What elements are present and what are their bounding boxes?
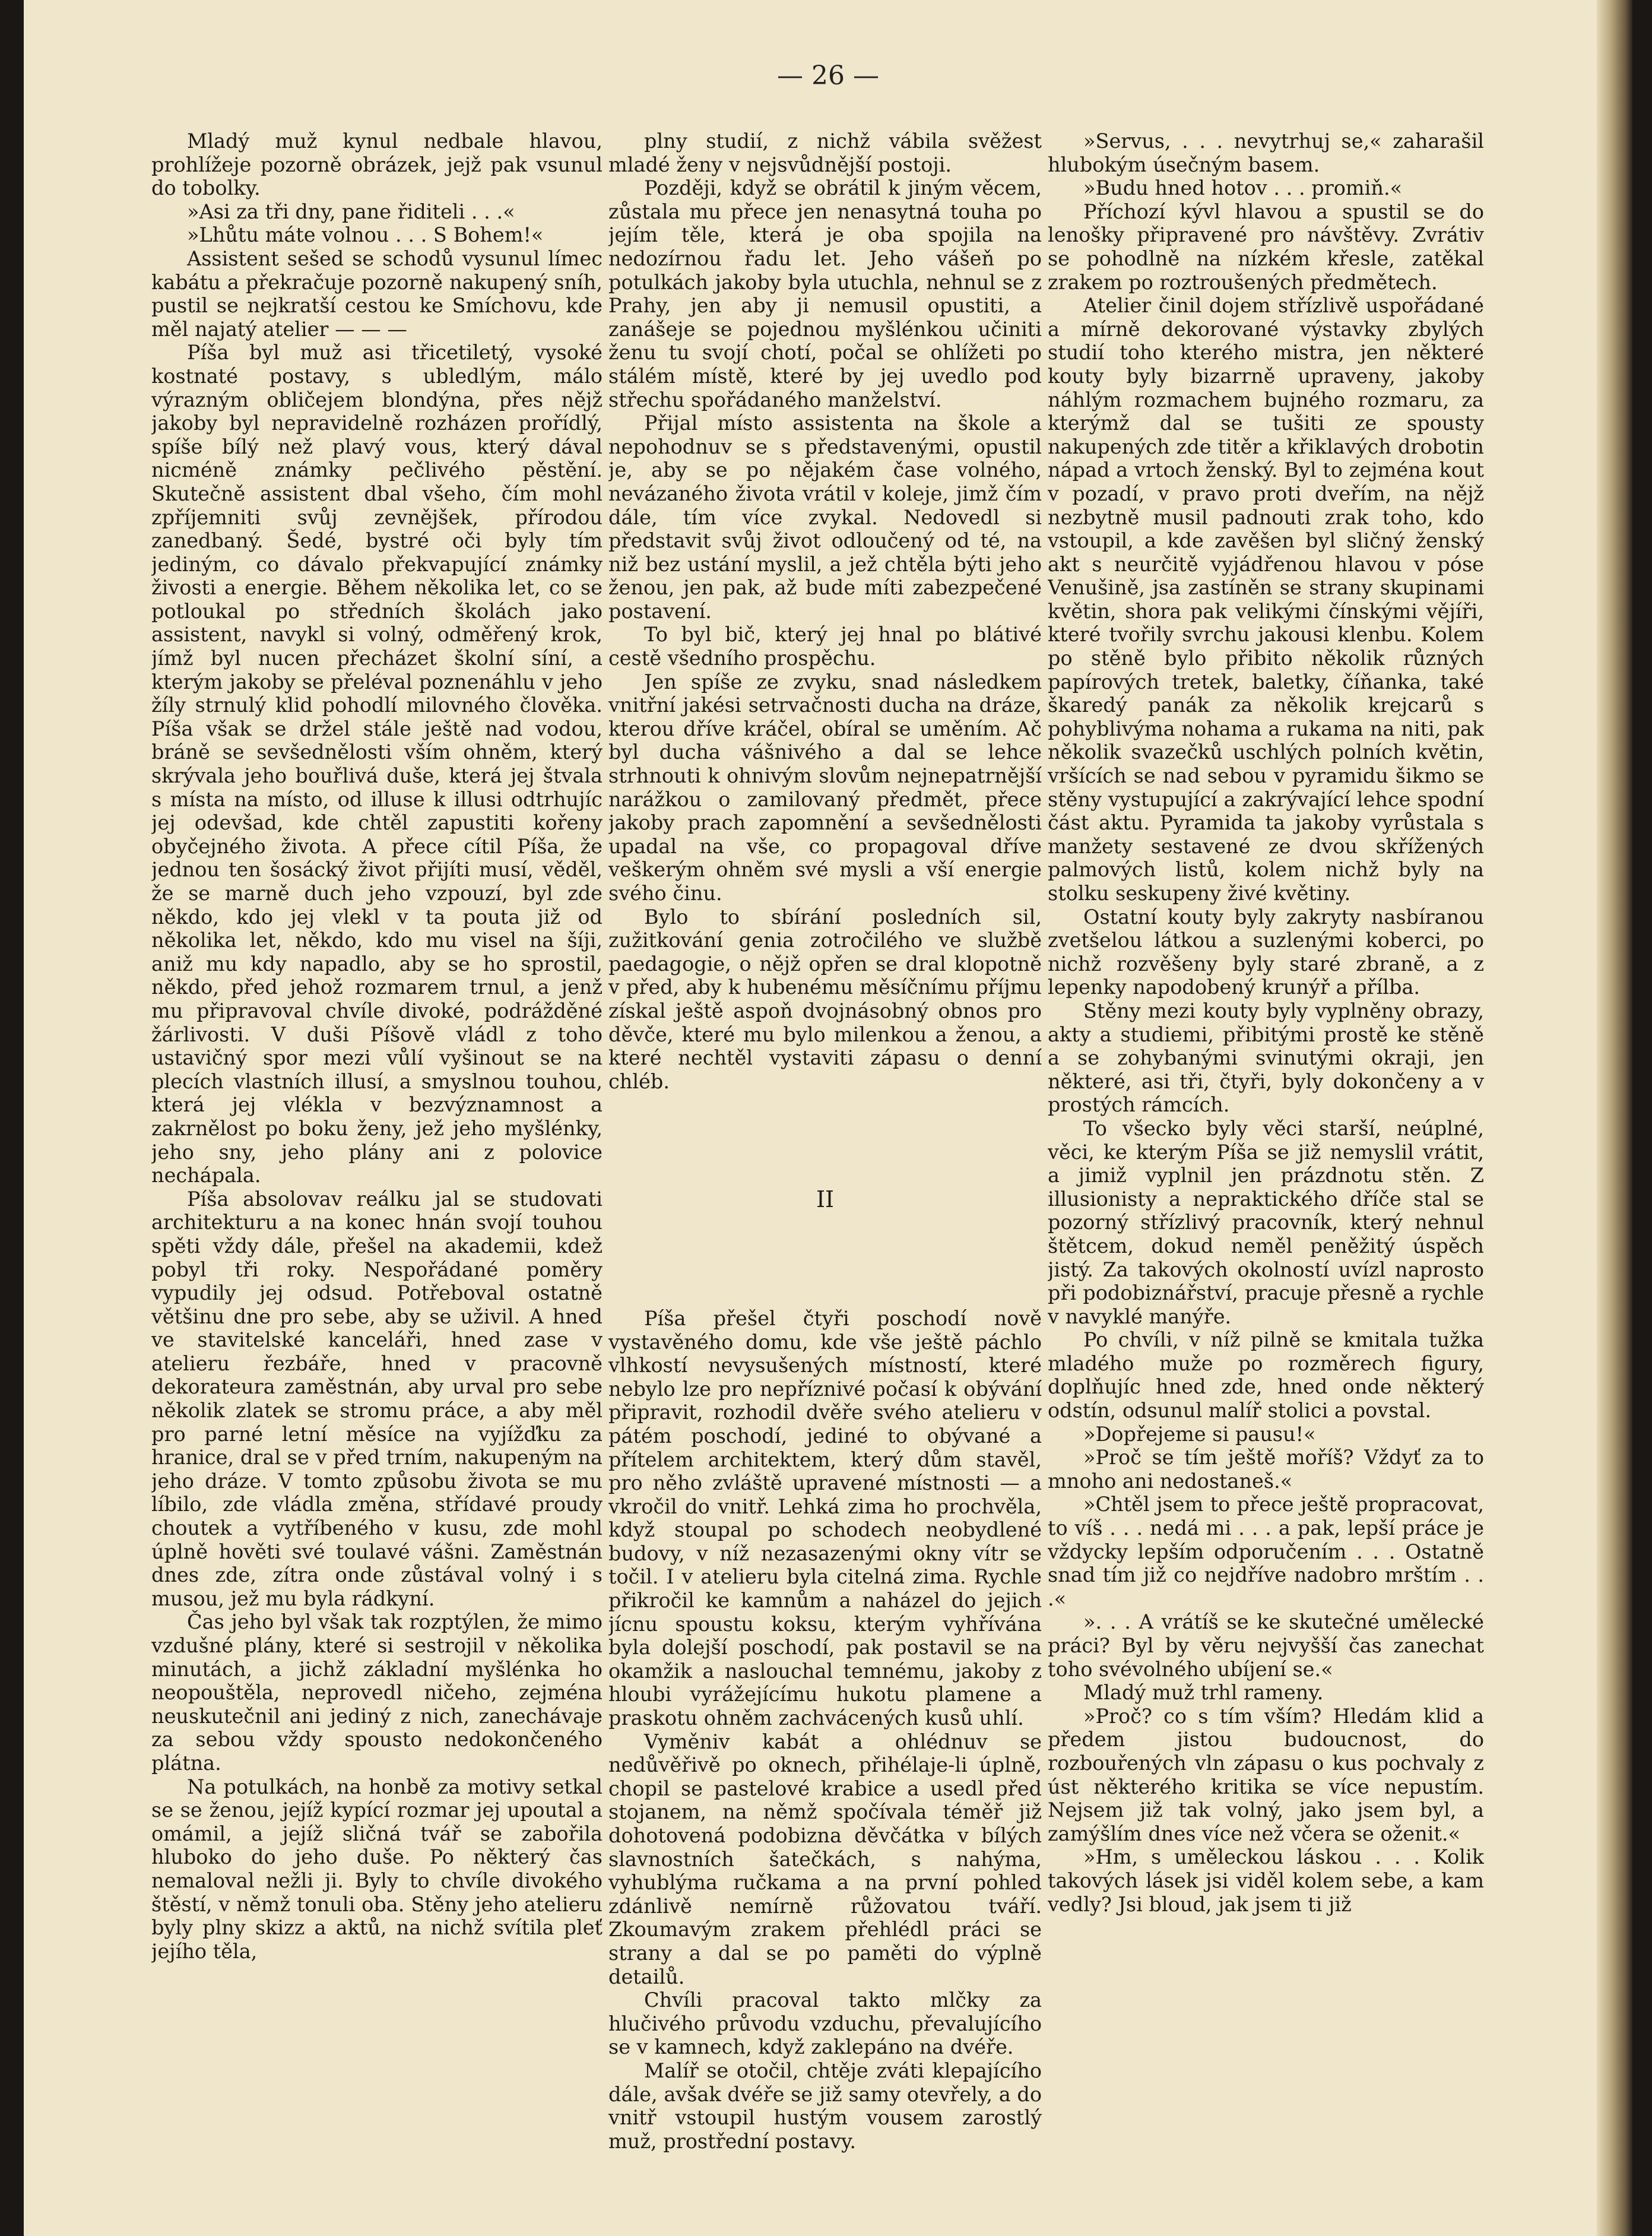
paragraph: Píša byl muž asi třicetiletý, vysoké kostnaté postavy, s ubledlým, málo výrazným obličejem blondýna, přes nějž jakoby byl nepravidelně rozházen prořídlý, spíše bílý než plavý vous, který dával nicméně známky pečlivého pěstění. Skutečně assistent dbal všeho, čím mohl zpříjemniti svůj zevnějšek, přírodou zanedbaný. Šedé, bystré oči byly tím jediným, co dávalo překvapující známky živosti a energie. Během několika let, co se potloukal po středních školách jako assistent, navykl si volný, odměřený krok, jímž byl nucen přecházet školní síní, a kterým jakoby se přeléval poznenáhlu v jeho žíly strnulý klid pohodlí milovného člověka. Píša však se držel stále ještě nad vodou, bráně se sevšednělosti vším ohněm, který skrývala jeho bouřlivá duše, která jej štvala s místa na místo, od illuse k illusi odtrhujíc jej odevšad, kde chtěl zapustiti kořeny obyčejného života. A přece cítil Píša, že jednou ten šosácký život přijíti musí, věděl, že se marně duch jeho vzpouzí, byl zde někdo, kdo jej vlekl v ta pouta již od několika let, někdo, kdo mu visel na šíji, aniž mu kdy napadlo, aby se ho sprostil, někdo, před jehož rozmarem trnul, a jenž mu připravoval chvíle divoké, podrážděné žárlivosti. V duši Píšově vládl z toho ustavičný spor mezi vůlí vyšinout se na plecích vlastních illusí, a smyslnou touhou, která jej vlékla v bezvýznamnost a zakrnělost po boku ženy, jež jeho myšlénky, jeho sny, jeho plány ani z polovice nechápala. — [151, 341, 603, 1187]
paragraph: »Asi za tři dny, pane řiditeli . . .« — [187, 199, 515, 223]
page-number: — 26 — — [777, 61, 879, 91]
paragraph: »Hm, s uměleckou láskou . . . Kolik takových lásek jsi viděl kolem sebe, a kam vedly? Jsi bloud, jak jsem ti již — [1048, 1845, 1484, 1916]
column-3 — [1048, 129, 1484, 2190]
paragraph: »Dopřejeme si pausu!« — [1083, 1422, 1316, 1446]
paragraph: Stěny mezi kouty byly vyplněny obrazy, akty a studiemi, přibitými prostě ke stěně a se zohybanými svinutými okraji, jen některé, asi tři, čtyři, byly dokončeny a v prostých rámcích. — [1048, 999, 1484, 1117]
page — [24, 0, 1632, 2236]
paragraph: To všecko byly věci starší, neúplné, věci, ke kterým Píša se již nemyslil vrátit, a jimiž vyplnil jen prázdnotu stěn. Z illusionisty a nepraktického dříče stal se pozorný střízlivý pracovník, který nehnul štětcem, dokud neměl peněžitý úspěch jistý. Za takových okolností uvízl naprosto při podobiznářství, pracuje přesně a rychle v navyklé manýře. — [1048, 1116, 1484, 1328]
chapter-heading: II — [816, 1186, 835, 1213]
paragraph: Chvíli pracoval takto mlčky za hlučivého průvodu vzduchu, převalujícího se v kamnech, když zaklepáno na dvéře. — [608, 1988, 1042, 2059]
paragraph: Assistent sešed se schodů vysunul límec kabátu a překračuje pozorně nakupený sníh, pustil se nejkratší cestou ke Smíchovu, kde měl najatý atelier — — — — [151, 246, 603, 341]
paragraph: Bylo to sbírání posledních sil, zužitkování genia zotročilého ve službě paedagogie, o nějž opřen se dral klopotně v před, aby k hubenému měsíčnímu příjmu získal ještě aspoň dvojnásobný obnos pro děvče, které mu bylo milenkou a ženou, a které nechtěl vystaviti zápasu o denní chléb. — [608, 905, 1042, 1093]
paragraph: Malíř se otočil, chtěje zváti klepajícího dále, avšak dvéře se již samy otevřely, a do vnitř vstoupil hustým vousem zarostlý muž, prostřední postavy. — [608, 2058, 1042, 2153]
paragraph: ». . . A vrátíš se ke skutečné umělecké práci? Byl by věru nejvyšší čas zanechat toho svévolného ubíjení se.« — [1048, 1610, 1484, 1681]
paragraph: plny studií, z nichž vábila svěžest mladé ženy v nejsvůdnější postoji. — [608, 129, 1042, 176]
book-spine-shadow — [1597, 0, 1632, 2236]
paragraph: »Budu hned hotov . . . promiň.« — [1083, 176, 1403, 200]
paragraph: Mladý muž kynul nedbale hlavou, prohlížeje pozorně obrázek, jejž pak vsunul do tobolky. — [151, 129, 603, 200]
column-2 — [608, 129, 1042, 2190]
paragraph: Jen spíše ze zvyku, snad následkem vnitřní jakési setrvačnosti ducha na dráze, kterou dříve kráčel, obíral se uměním. Ač byl ducha vášnivého a dal se lehce strhnouti k ohnivým slovům nejnepatrnější narážkou o zamilovaný předmět, přece jakoby prach zapomnění a sevšednělosti upadal na vše, co propagoval dříve veškerým ohněm své mysli a vší energie svého činu. — [608, 670, 1042, 905]
paragraph: »Servus, . . . nevytrhuj se,« zaharašil hlubokým úsečným basem. — [1048, 129, 1484, 176]
paragraph: Mladý muž trhl rameny. — [1083, 1681, 1324, 1705]
paragraph: Přijal místo assistenta na škole a nepohodnuv se s představenými, opustil je, aby se po nějakém čase volného, nevázaného života vrátil v koleje, jimž čím dále, tím více zvykal. Nedovedl si představit svůj život odloučený od té, na niž bez ustání myslil, a jež chtěla býti jeho ženou, jen pak, až bude míti zabezpečené postavení. — [608, 411, 1042, 623]
paragraph: »Lhůtu máte volnou . . . S Bohem!« — [187, 223, 544, 247]
paragraph: »Chtěl jsem to přece ještě propracovat, to víš . . . nedá mi . . . a pak, lepší práce je vždycky lepším odporučením . . . Ostatně snad tím již co nejdříve nadobro mrštím . . .« — [1048, 1493, 1484, 1610]
paragraph: Čas jeho byl však tak rozptýlen, že mimo vzdušné plány, které si sestrojil v několika minutách, a jichž základní myšlénka ho neopouštěla, neprovedl ničeho, zejména neuskutečnil ani jediný z nich, zanechávaje za sebou vždy spousto nedokončeného plátna. — [151, 1610, 603, 1775]
paragraph: »Proč? co s tím vším? Hledám klid a předem jistou budoucnost, do rozbouřených vln zápasu o kus pochvaly z úst některého kritika se více nepustím. Nejsem již tak volný, jako jsem byl, a zamýšlím dnes více než včera se oženit.« — [1048, 1704, 1484, 1845]
paragraph: Píša absolovav reálku jal se studovati architekturu a na konec hnán svojí touhou spěti vždy dále, přešel na akademii, kdež pobyl tři roky. Nespořádané poměry vypudily jej odsud. Potřeboval ostatně většinu dne pro sebe, aby se uživil. A hned ve stavitelské kanceláři, hned zase v atelieru řezbáře, hned v pracovně dekorateura zaměstnán, aby urval pro sebe několik zlatek se stromu práce, a aby měl pro parné letní měsíce na vyjížďku za hranice, dral se v před trním, nakupeným na jeho dráze. V tomto způsobu života se mu líbilo, zde vládla změna, střídavé proudy choutek a vytříbeného v kusu, zde mohl úplně hověti své toulavé vášni. Zaměstnán dnes zde, zítra onde zůstával volný i s musou, jež mu byla rádkyní. — [151, 1187, 603, 1610]
paragraph: Píša přešel čtyři poschodí nově vystavěného domu, kde vše ještě páchlo vlhkostí nevysušených místností, které nebylo lze pro nepříznivé počasí k obývání připravit, rozhodil dvěře svého atelieru v pátém poschodí, jediné to obývané a přítelem architektem, který dům stavěl, pro něho zvláště upravené místnosti — a vkročil do vnitř. Lehká zima ho prochvěla, když stoupal po schodech neobydlené budovy, v níž nezasazenými okny vítr se točil. I v atelieru byla citelná zima. Rychle přikročil ke kamnům a naházel do jejich jícnu spoustu koksu, kterým vyhřívána byla dolejší poschodí, pak postavil se na okamžik a naslouchal temnému, jakoby z hloubi vyrážejícímu hukotu plamene a praskotu ohněm zachvácených kusů uhlí. — [608, 1306, 1042, 1730]
paragraph: Ostatní kouty byly zakryty nasbíranou zvetšelou látkou a suzlenými koberci, po nichž rozvěšeny byly staré zbraně, a z lepenky napodobený krunýř a přílba. — [1048, 905, 1484, 999]
paragraph: Na potulkách, na honbě za motivy setkal se se ženou, jejíž kypící rozmar jej upoutal a omámil, a jejíž sličná tvář se zabořila hluboko do jeho duše. Po některý čas nemaloval nežli ji. Byly to chvíle divokého štěstí, v němž tonuli oba. Stěny jeho atelieru byly plny skizz a aktů, na nichž svítila pleť jejího těla, — [151, 1775, 603, 1963]
column-1 — [151, 129, 603, 2190]
paragraph: To byl bič, který jej hnal po blátivé cestě všedního prospěchu. — [608, 623, 1042, 670]
paragraph: Po chvíli, v níž pilně se kmitala tužka mladého muže po rozměrech figury, doplňujíc hned zde, hned onde některý odstín, odsunul malíř stolici a povstal. — [1048, 1328, 1484, 1423]
paragraph: Atelier činil dojem střízlivě uspořádané a mírně dekorované výstavky zbylých studií toho kterého mistra, jen některé kouty byly bizarrně upraveny, jakoby náhlým rozmachem bujného rozmaru, za kterýmž dal se tušiti ze spousty nakupených zde titěr a křiklavých drobotin nápad a vrtoch ženský. Byl to zejména kout v pozadí, v pravo proti dveřím, na nějž nezbytně musil padnouti zrak toho, kdo vstoupil, a kde zavěšen byl sličný ženský akt s neurčitě vyjádřenou hlavou v póse Venušině, jsa zastíněn se strany skupinami květin, shora pak velikými čínskými vějíři, které tvořily svrchu jakousi klenbu. Kolem po stěně bylo přibito několik různých papírových tretek, baletky, číňanka, také škaredý panák za několik krejcarů s pohyblivýma nohama a rukama na niti, pak několik svazečků uschlých polních květin, vršících se nad sebou v pyramidu šikmo se stěny vystupující a zakrývající lehce spodní část aktu. Pyramida ta jakoby vyrůstala s manžety sestavené ze dvou skřížených palmových listů, kolem nichž byly na stolku seskupeny živé květiny. — [1048, 294, 1484, 905]
paragraph: Později, když se obrátil k jiným věcem, zůstala mu přece jen nenasytná touha po jejím těle, která je oba spojila na nedozírnou řadu let. Jeho vášeň po potulkách jakoby byla utuchla, nehnul se z Prahy, jen aby ji nemusil opustiti, a zanášeje se pojednou myšlénkou učiniti ženu tu svojí chotí, počal se ohlížeti po stálém místě, které by jej uvedlo pod střechu spořádaného manželství. — [608, 176, 1042, 411]
paragraph: Vyměniv kabát a ohlédnuv se nedůvěřivě po oknech, přihélaje-li úplně, chopil se pastelové krabice a usedl před stojanem, na němž spočívala téměř již dohotovená podobizna děvčátka v bílých slavnostních šatečkách, s nahýma, vyhublýma ručkama a na první pohled zdánlivě nemírně růžovatou tváří. Zkoumavým zrakem přehlédl práci se strany a dal se po paměti do výplně detailů. — [608, 1730, 1042, 1988]
paragraph: Příchozí kývl hlavou a spustil se do lenošky připravené pro návštěvy. Zvrátiv se pohodlně na nízkém křesle, zatěkal zrakem po roztroušených předmětech. — [1048, 199, 1484, 294]
paragraph: »Proč se tím ještě moříš? Vždyť za to mnoho ani nedostaneš.« — [1048, 1446, 1484, 1493]
